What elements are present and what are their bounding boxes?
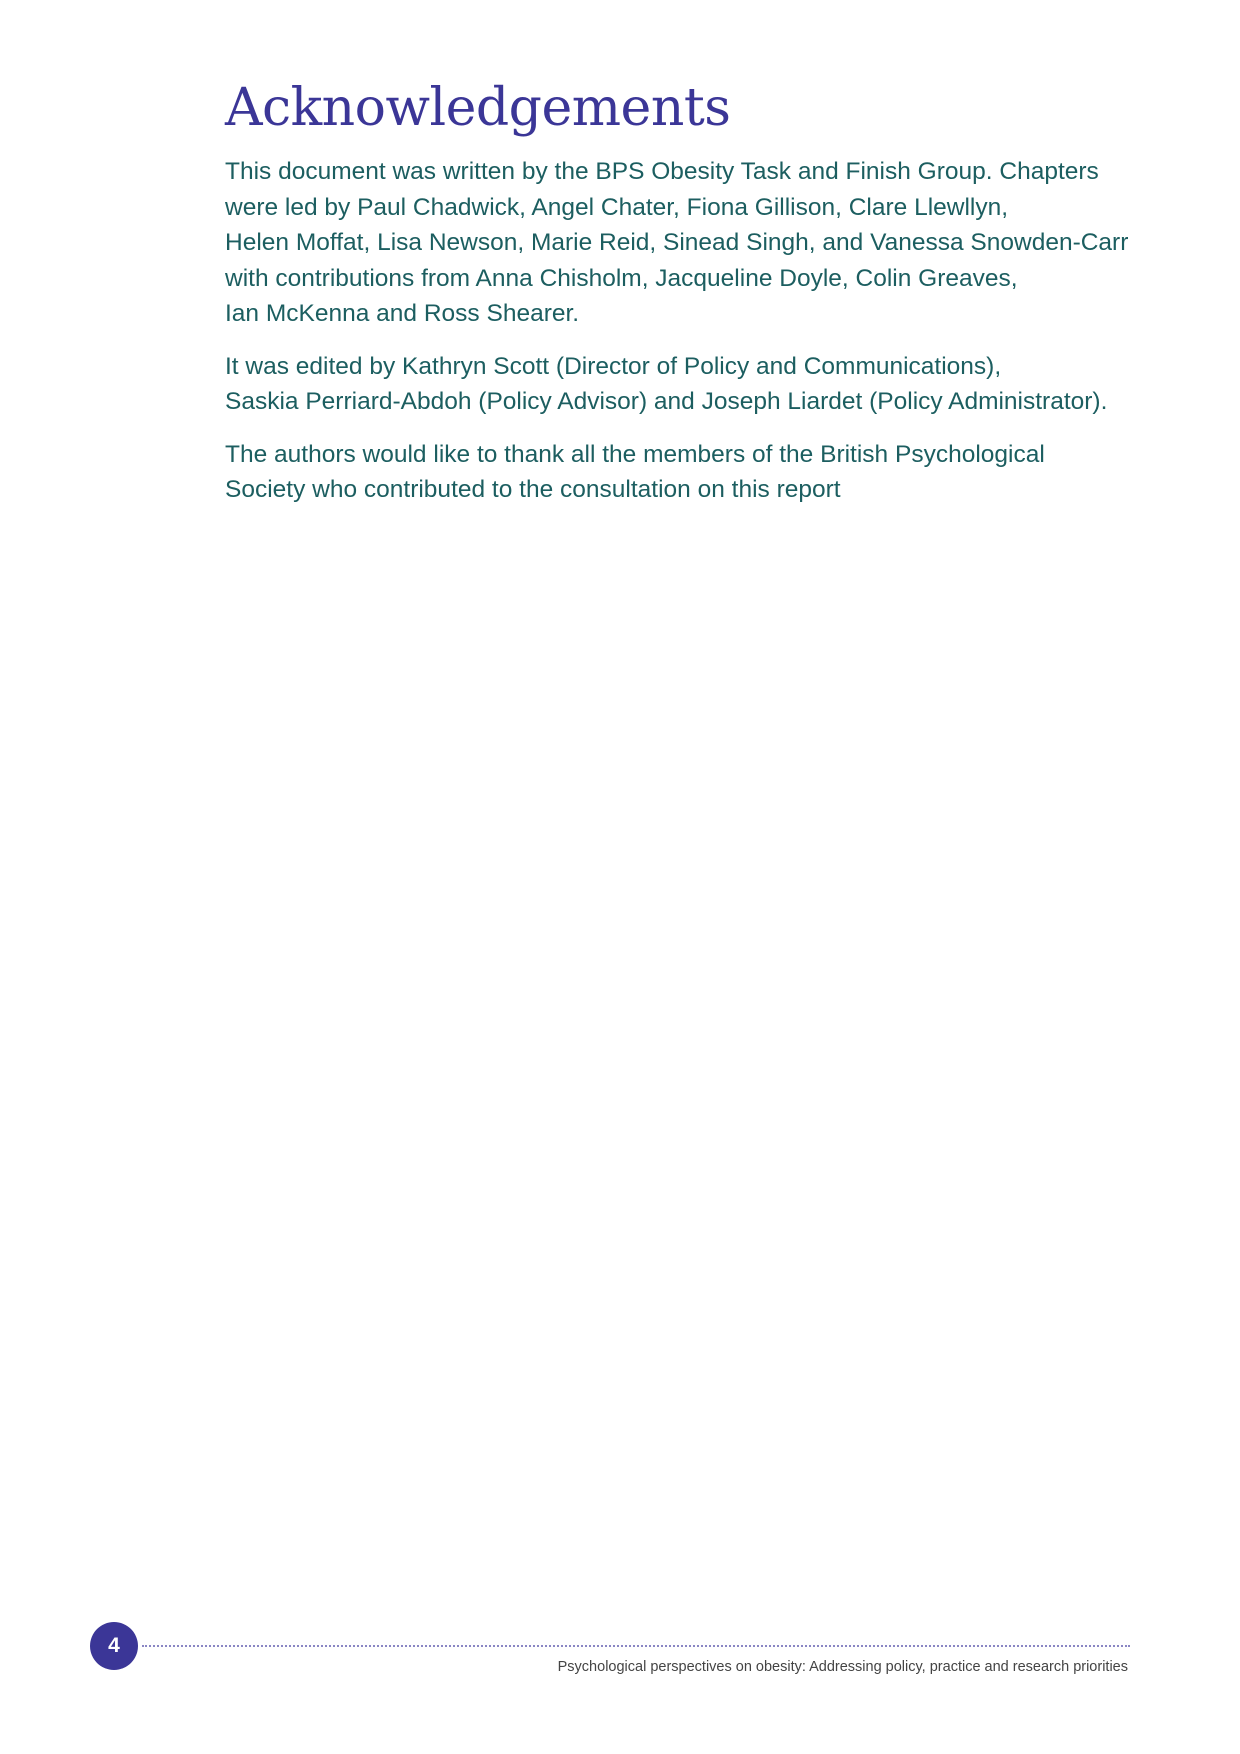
- paragraph-line: with contributions from Anna Chisholm, Jacqueline Doyle, Colin Greaves,: [225, 264, 1018, 292]
- page-content: [225, 72, 1145, 525]
- authors-paragraph: [225, 154, 1145, 332]
- page-number-badge: 4: [90, 1622, 138, 1670]
- editors-paragraph: [225, 349, 1145, 420]
- page-title: Acknowledgements: [225, 78, 731, 138]
- footer-running-title: Psychological perspectives on obesity: Addressing policy, practice and research priorities: [557, 1659, 1128, 1675]
- paragraph-line: were led by Paul Chadwick, Angel Chater, Fiona Gillison, Clare Llewllyn,: [225, 193, 1009, 221]
- paragraph-line: Helen Moffat, Lisa Newson, Marie Reid, Sinead Singh, and Vanessa Snowden-Carr: [225, 229, 1129, 256]
- paragraph-line: Society who contributed to the consultation on this report: [225, 476, 841, 503]
- paragraph-line: This document was written by the BPS Obesity Task and Finish Group. Chapters: [225, 158, 1099, 185]
- paragraph-line: The authors would like to thank all the members of the British Psychological: [225, 440, 1045, 468]
- paragraph-line: Saskia Perriard-Abdoh (Policy Advisor) and Joseph Liardet (Policy Administrator).: [225, 388, 1108, 415]
- footer-dotted-rule: [142, 1645, 1130, 1647]
- paragraph-line: It was edited by Kathryn Scott (Director of Policy and Communications),: [225, 352, 1002, 380]
- thanks-paragraph: [225, 437, 1145, 508]
- paragraph-line: Ian McKenna and Ross Shearer.: [225, 300, 580, 327]
